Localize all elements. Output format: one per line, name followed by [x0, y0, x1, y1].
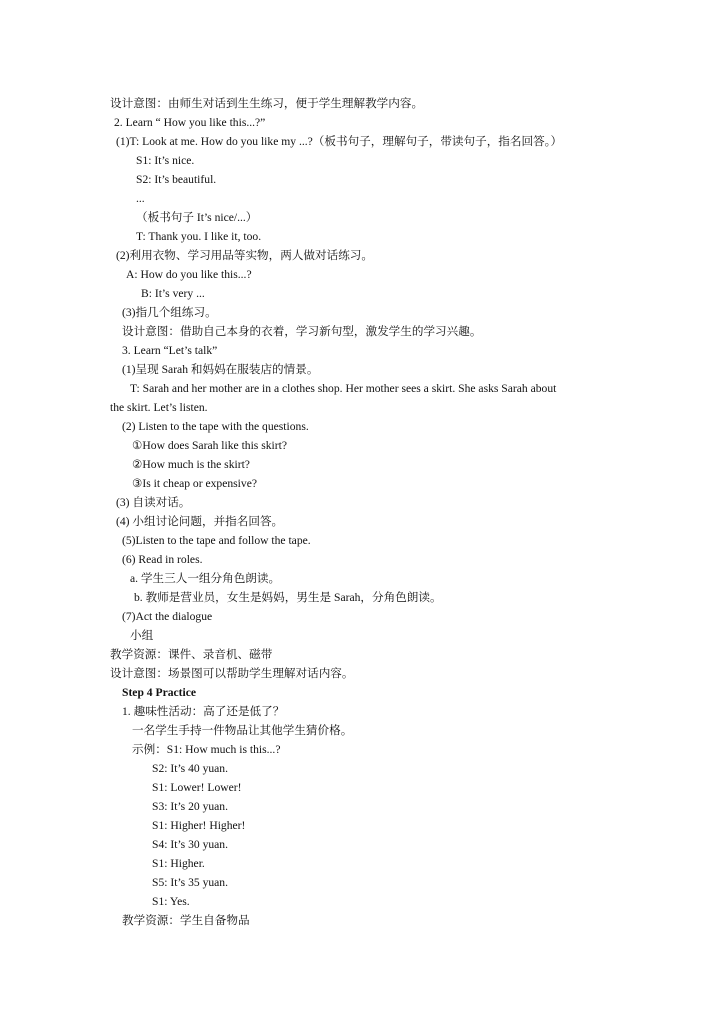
question-line: ②How much is the skirt? — [132, 458, 250, 471]
dialogue-line: B: It’s very ... — [141, 287, 205, 300]
text-line: (4) 小组讨论问题，并指名回答。 — [116, 515, 284, 528]
text-line: 设计意图：由师生对话到生生练习，便于学生理解教学内容。 — [110, 97, 424, 110]
text-line: (6) Read in roles. — [122, 553, 203, 566]
text-line: b. 教师是营业员，女生是妈妈，男生是 Sarah，分角色朗读。 — [134, 591, 442, 604]
section-heading: 2. Learn “ How you like this...?” — [114, 116, 266, 129]
text-line: (3) 自读对话。 — [116, 496, 191, 509]
dialogue-line: S1: Higher. — [152, 857, 205, 870]
text-line: 教学资源：课件、录音机、磁带 — [110, 648, 273, 661]
dialogue-line: S2: It’s 40 yuan. — [152, 762, 229, 775]
text-line: the skirt. Let’s listen. — [110, 401, 208, 414]
text-line: T: Sarah and her mother are in a clothes shop. Her mother sees a skirt. She asks Sarah about — [130, 382, 557, 395]
dialogue-line: S1: It’s nice. — [136, 154, 195, 167]
dialogue-line: S5: It’s 35 yuan. — [152, 876, 229, 889]
text-line: (7)Act the dialogue — [122, 610, 213, 623]
step-heading: Step 4 Practice — [122, 686, 197, 699]
text-line: a. 学生三人一组分角色朗读。 — [130, 572, 281, 585]
dialogue-line: S1: Higher! Higher! — [152, 819, 246, 832]
question-line: ③Is it cheap or expensive? — [132, 477, 257, 490]
section-heading: 3. Learn “Let’s talk” — [122, 344, 218, 357]
text-line: （板书句子 It’s nice/...） — [136, 211, 258, 224]
text-line: 小组 — [130, 629, 154, 642]
dialogue-line: S2: It’s beautiful. — [136, 173, 217, 186]
dialogue-line: 示例：S1: How much is this...? — [132, 743, 281, 756]
text-line: 一名学生手持一件物品让其他学生猜价格。 — [132, 724, 353, 737]
text-line: 设计意图：场景图可以帮助学生理解对话内容。 — [110, 667, 354, 680]
text-line: 设计意图：借助自己本身的衣着，学习新句型，激发学生的学习兴趣。 — [122, 325, 482, 338]
dialogue-line: A: How do you like this...? — [126, 268, 252, 281]
question-line: ①How does Sarah like this skirt? — [132, 439, 287, 452]
dialogue-line: T: Thank you. I like it, too. — [136, 230, 262, 243]
text-line: (1)呈现 Sarah 和妈妈在服装店的情景。 — [122, 363, 319, 376]
dialogue-line: ... — [136, 192, 145, 205]
text-line: (3)指几个组练习。 — [122, 306, 217, 319]
dialogue-line: S1: Lower! Lower! — [152, 781, 242, 794]
text-line: 教学资源：学生自备物品 — [122, 914, 250, 927]
text-line: (5)Listen to the tape and follow the tape. — [122, 534, 311, 547]
text-line: (1)T: Look at me. How do you like my ...?（板书句子，理解句子，带读句子，指名回答。） — [116, 135, 563, 148]
dialogue-line: S3: It’s 20 yuan. — [152, 800, 229, 813]
dialogue-line: S4: It’s 30 yuan. — [152, 838, 229, 851]
dialogue-line: S1: Yes. — [152, 895, 190, 908]
text-line: (2)利用衣物、学习用品等实物，两人做对话练习。 — [116, 249, 373, 262]
text-line: (2) Listen to the tape with the questions. — [122, 420, 309, 433]
text-line: 1. 趣味性活动：高了还是低了？ — [122, 705, 285, 718]
